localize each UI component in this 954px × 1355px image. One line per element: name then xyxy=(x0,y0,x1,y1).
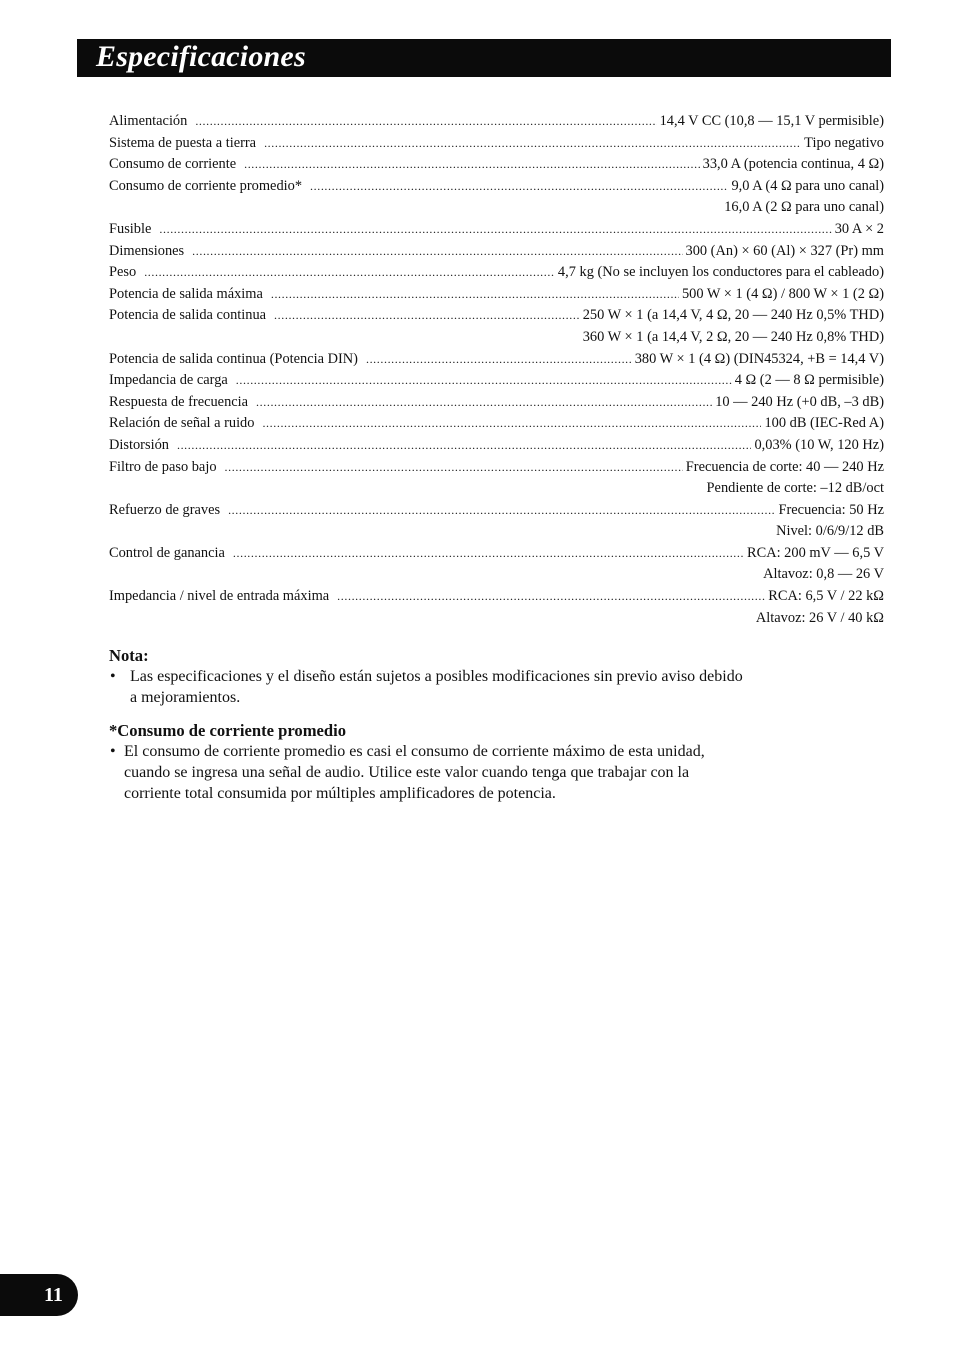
dot-leader xyxy=(244,154,700,176)
specifications-list xyxy=(109,111,884,629)
spec-row xyxy=(109,241,884,263)
dot-leader xyxy=(225,457,683,479)
spec-label: Refuerzo de graves xyxy=(109,501,221,518)
average-consumption-heading: *Consumo de corriente promedio xyxy=(109,721,347,740)
spec-row xyxy=(109,219,884,241)
page-number-tab xyxy=(0,1274,78,1316)
spec-row xyxy=(109,413,884,435)
spec-value: 14,4 V CC (10,8 — 15,1 V permisible) xyxy=(659,113,884,129)
spec-label: Impedancia / nivel de entrada máxima xyxy=(109,588,330,605)
dot-leader xyxy=(192,241,682,263)
dot-leader xyxy=(271,284,679,306)
note-item xyxy=(109,666,749,708)
bullet-icon: • xyxy=(110,743,116,760)
spec-row xyxy=(109,457,884,479)
spec-label: Consumo de corriente promedio* xyxy=(109,177,303,194)
spec-label: Impedancia de carga xyxy=(109,372,228,389)
spec-value: 4,7 kg (No se incluyen los conductores para el cableado) xyxy=(557,264,884,281)
spec-value: Tipo negativo xyxy=(804,134,884,151)
dot-leader xyxy=(159,219,831,241)
spec-row xyxy=(109,154,884,176)
spec-value: 9,0 A (4 Ω para uno canal) xyxy=(731,177,884,194)
spec-value: 300 (An) × 60 (Al) × 327 (Pr) mm xyxy=(685,242,884,259)
spec-row xyxy=(109,543,884,565)
spec-value-continued: Altavoz: 0,8 — 26 V xyxy=(763,566,884,583)
page-title: Especificaciones xyxy=(96,40,306,73)
spec-value: 380 W × 1 (4 Ω) (DIN45324, +B = 14,4 V) xyxy=(634,350,884,367)
spec-label: Sistema de puesta a tierra xyxy=(109,134,257,151)
spec-row xyxy=(109,284,884,306)
spec-value-continued: Pendiente de corte: –12 dB/oct xyxy=(706,480,884,497)
spec-label: Control de ganancia xyxy=(109,544,225,561)
spec-label: Peso xyxy=(109,264,137,281)
spec-value: 250 W × 1 (a 14,4 V, 4 Ω, 20 — 240 Hz 0,5% THD) xyxy=(582,307,884,324)
spec-value: 30 A × 2 xyxy=(834,220,884,237)
dot-leader xyxy=(177,435,752,457)
spec-label: Potencia de salida continua xyxy=(109,307,267,324)
spec-value: Frecuencia de corte: 40 — 240 Hz xyxy=(685,458,884,475)
spec-label: Respuesta de frecuencia xyxy=(109,393,249,410)
spec-row xyxy=(109,176,884,198)
spec-row xyxy=(109,435,884,457)
spec-label: Potencia de salida máxima xyxy=(109,285,263,302)
spec-label: Relación de señal a ruido xyxy=(109,415,255,432)
spec-value: 4 Ω (2 — 8 Ω permisible) xyxy=(734,372,884,389)
average-consumption-section xyxy=(109,720,749,804)
dot-leader xyxy=(144,262,555,284)
spec-row xyxy=(109,349,884,371)
dot-leader xyxy=(236,370,732,392)
dot-leader xyxy=(262,413,761,435)
average-consumption-text: El consumo de corriente promedio es casi el consumo de corriente máximo de esta unidad, cuando se ingresa una señal de audio. Utilice este valor cuando tenga que trabajar con la corriente total consumida por múltiples amplificadores de potencia. xyxy=(124,743,705,802)
spec-value-continued: 360 W × 1 (a 14,4 V, 2 Ω, 20 — 240 Hz 0,8% THD) xyxy=(582,328,884,345)
dot-leader xyxy=(310,176,728,198)
spec-row xyxy=(109,262,884,284)
bullet-icon: • xyxy=(110,668,116,685)
spec-value-continued: 16,0 A (2 Ω para uno canal) xyxy=(724,199,884,216)
spec-label: Alimentación xyxy=(109,113,188,129)
spec-value: 100 dB (IEC-Red A) xyxy=(764,415,884,432)
note-text: Las especificaciones y el diseño están sujetos a posibles modificaciones sin previo aviso debido a mejoramientos. xyxy=(130,668,743,706)
spec-row xyxy=(109,111,884,133)
spec-row xyxy=(109,133,884,155)
spec-label: Filtro de paso bajo xyxy=(109,458,217,475)
spec-label: Dimensiones xyxy=(109,242,185,259)
spec-value: RCA: 6,5 V / 22 kΩ xyxy=(768,588,884,605)
spec-value: Frecuencia: 50 Hz xyxy=(778,501,884,518)
dot-leader xyxy=(256,392,712,414)
spec-value: 33,0 A (potencia continua, 4 Ω) xyxy=(702,156,884,173)
note-heading: Nota: xyxy=(109,646,149,665)
dot-leader xyxy=(233,543,744,565)
spec-row xyxy=(109,500,884,522)
spec-value: 0,03% (10 W, 120 Hz) xyxy=(754,436,884,453)
spec-label: Distorsión xyxy=(109,436,169,453)
spec-value: 500 W × 1 (4 Ω) / 800 W × 1 (2 Ω) xyxy=(681,285,884,302)
average-consumption-item xyxy=(109,741,749,804)
spec-row xyxy=(109,305,884,327)
dot-leader xyxy=(264,133,801,155)
spec-value-continued: Nivel: 0/6/9/12 dB xyxy=(776,523,884,540)
section-title-bar xyxy=(77,39,891,77)
dot-leader xyxy=(366,349,632,371)
spec-value: 10 — 240 Hz (+0 dB, –3 dB) xyxy=(715,393,884,410)
dot-leader xyxy=(337,586,765,608)
spec-row xyxy=(109,370,884,392)
dot-leader xyxy=(228,500,775,522)
page-number: 11 xyxy=(44,1284,63,1306)
spec-value: RCA: 200 mV — 6,5 V xyxy=(747,544,884,561)
notes-section xyxy=(109,645,749,804)
dot-leader xyxy=(195,111,656,133)
spec-row xyxy=(109,586,884,608)
spec-value-continued: Altavoz: 26 V / 40 kΩ xyxy=(755,609,884,626)
spec-label: Fusible xyxy=(109,220,152,237)
dot-leader xyxy=(274,305,580,327)
spec-label: Potencia de salida continua (Potencia DIN) xyxy=(109,350,358,367)
spec-label: Consumo de corriente xyxy=(109,156,237,173)
spec-row xyxy=(109,392,884,414)
